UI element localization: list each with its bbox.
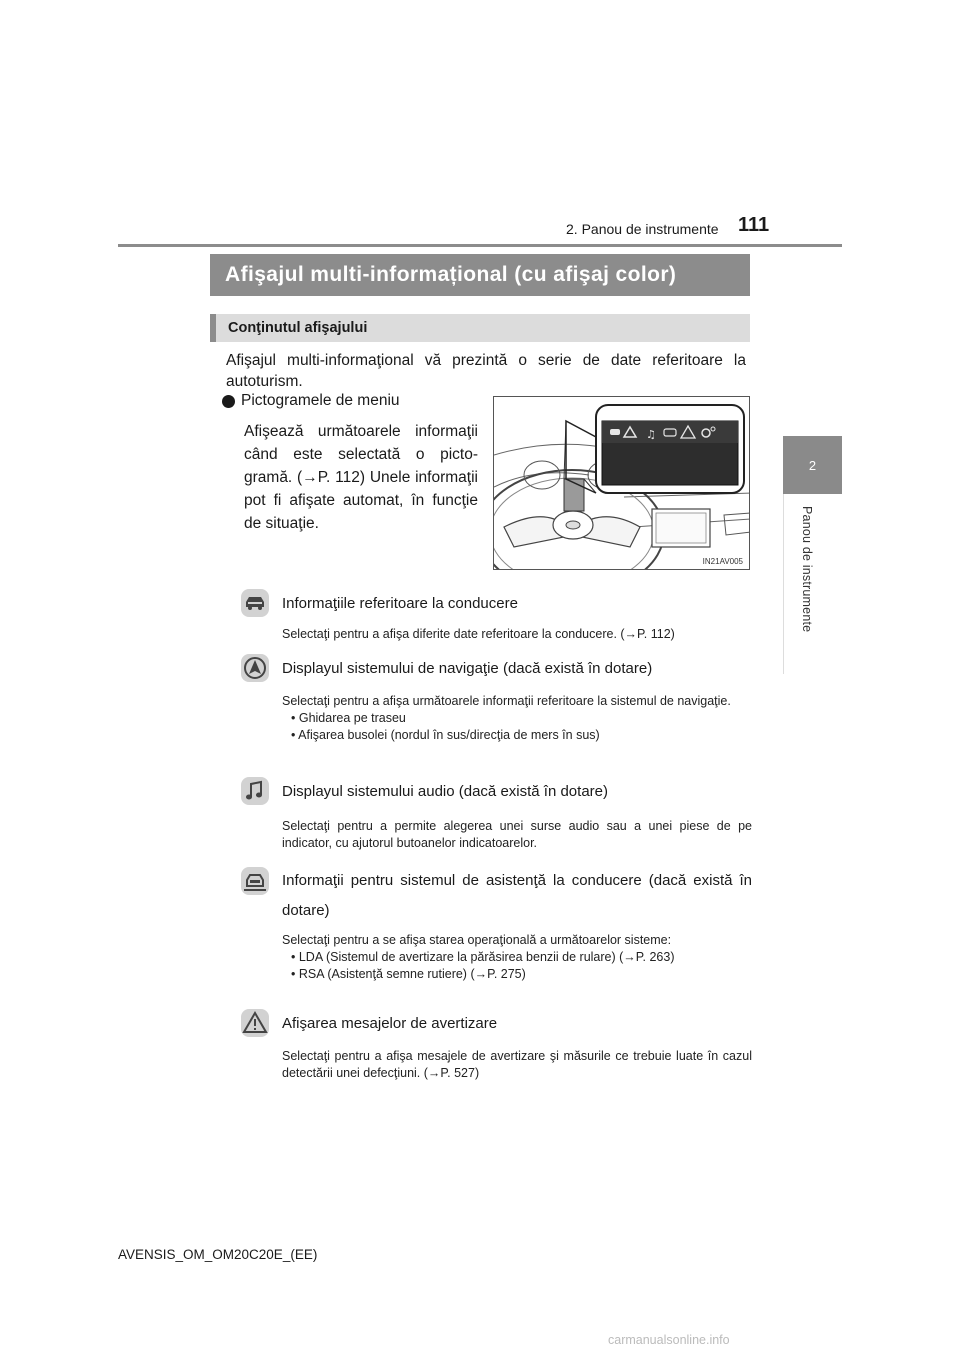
driving-assist-icon <box>240 866 270 896</box>
page-number: 111 <box>738 214 770 236</box>
watermark: carmanualsonline.info <box>608 1333 730 1347</box>
intro-paragraph: Afişajul multi-informaţional vă prezintă o serie de date referitoare la autoturism. <box>226 352 746 390</box>
audio-icon <box>240 776 270 806</box>
item-audio: Displayul sistemului audio (dacă există în dotare) Selectaţi pentru a permite alegerea unei surse audio sau a unei piese de pe indicator, cu ajutorul butoanelor indicatoarelor. <box>240 780 752 852</box>
bullet-dot-icon <box>222 395 235 408</box>
figure-code: IN21AV005 <box>702 557 743 566</box>
chapter-tab <box>783 436 842 494</box>
item-driving-assist: Informaţii pentru sistemul de asistenţă la conducere (dacă există în dotare) Selectaţi pentru a se afişa starea operaţională a următoarelor sisteme: • LDA (Sistemul de avertizare la părăsirea benzii de rulare) (→P. 263) • RSA (Asistenţă semne rutiere) (→P. 275) <box>240 866 752 983</box>
section-header: 2. Panou de instrumente <box>566 221 719 237</box>
chapter-label: Panou de instrumente <box>800 506 814 633</box>
item-navigation: Displayul sistemului de navigaţie (dacă există în dotare) Selectaţi pentru a afişa următoarele informaţii referitoare la sistemul de navigaţie. • Ghidarea pe traseu • Afişarea busolei (nordul în sus/direcţia de mers în sus) <box>240 657 752 744</box>
dashboard-illustration <box>493 396 750 570</box>
subsection-title: Conţinutul afişajului <box>210 314 750 342</box>
svg-text:♫: ♫ <box>646 428 656 441</box>
bullet-text: Afişează următoarele informaţii când este selectată o picto-gramă. (→P. 112) Unele informaţii pot fi afişate automat, în funcţie de situaţie. <box>244 423 478 532</box>
chapter-number: 2 <box>808 457 817 473</box>
document-code: AVENSIS_OM_OM20C20E_(EE) <box>118 1247 318 1262</box>
navigation-icon <box>240 653 270 683</box>
dashboard-drawing <box>494 397 750 570</box>
header-rule <box>118 244 842 247</box>
item-warning: Afişarea mesajelor de avertizare Selectaţi pentru a afişa mesajele de avertizare şi măsurile ce trebuie luate în cazul detectării unei defecţiuni. (→P. 527) <box>240 1012 752 1082</box>
warning-icon <box>240 1008 270 1038</box>
section-title: Afişajul multi-informațional (cu afişaj color) <box>210 254 750 296</box>
bullet-heading: Pictogramele de meniu <box>222 392 400 410</box>
item-driving-info: Informaţiile referitoare la conducere Selectaţi pentru a afişa diferite date referitoare la conducere. (→P. 112) <box>240 592 752 643</box>
driving-info-icon <box>240 588 270 618</box>
